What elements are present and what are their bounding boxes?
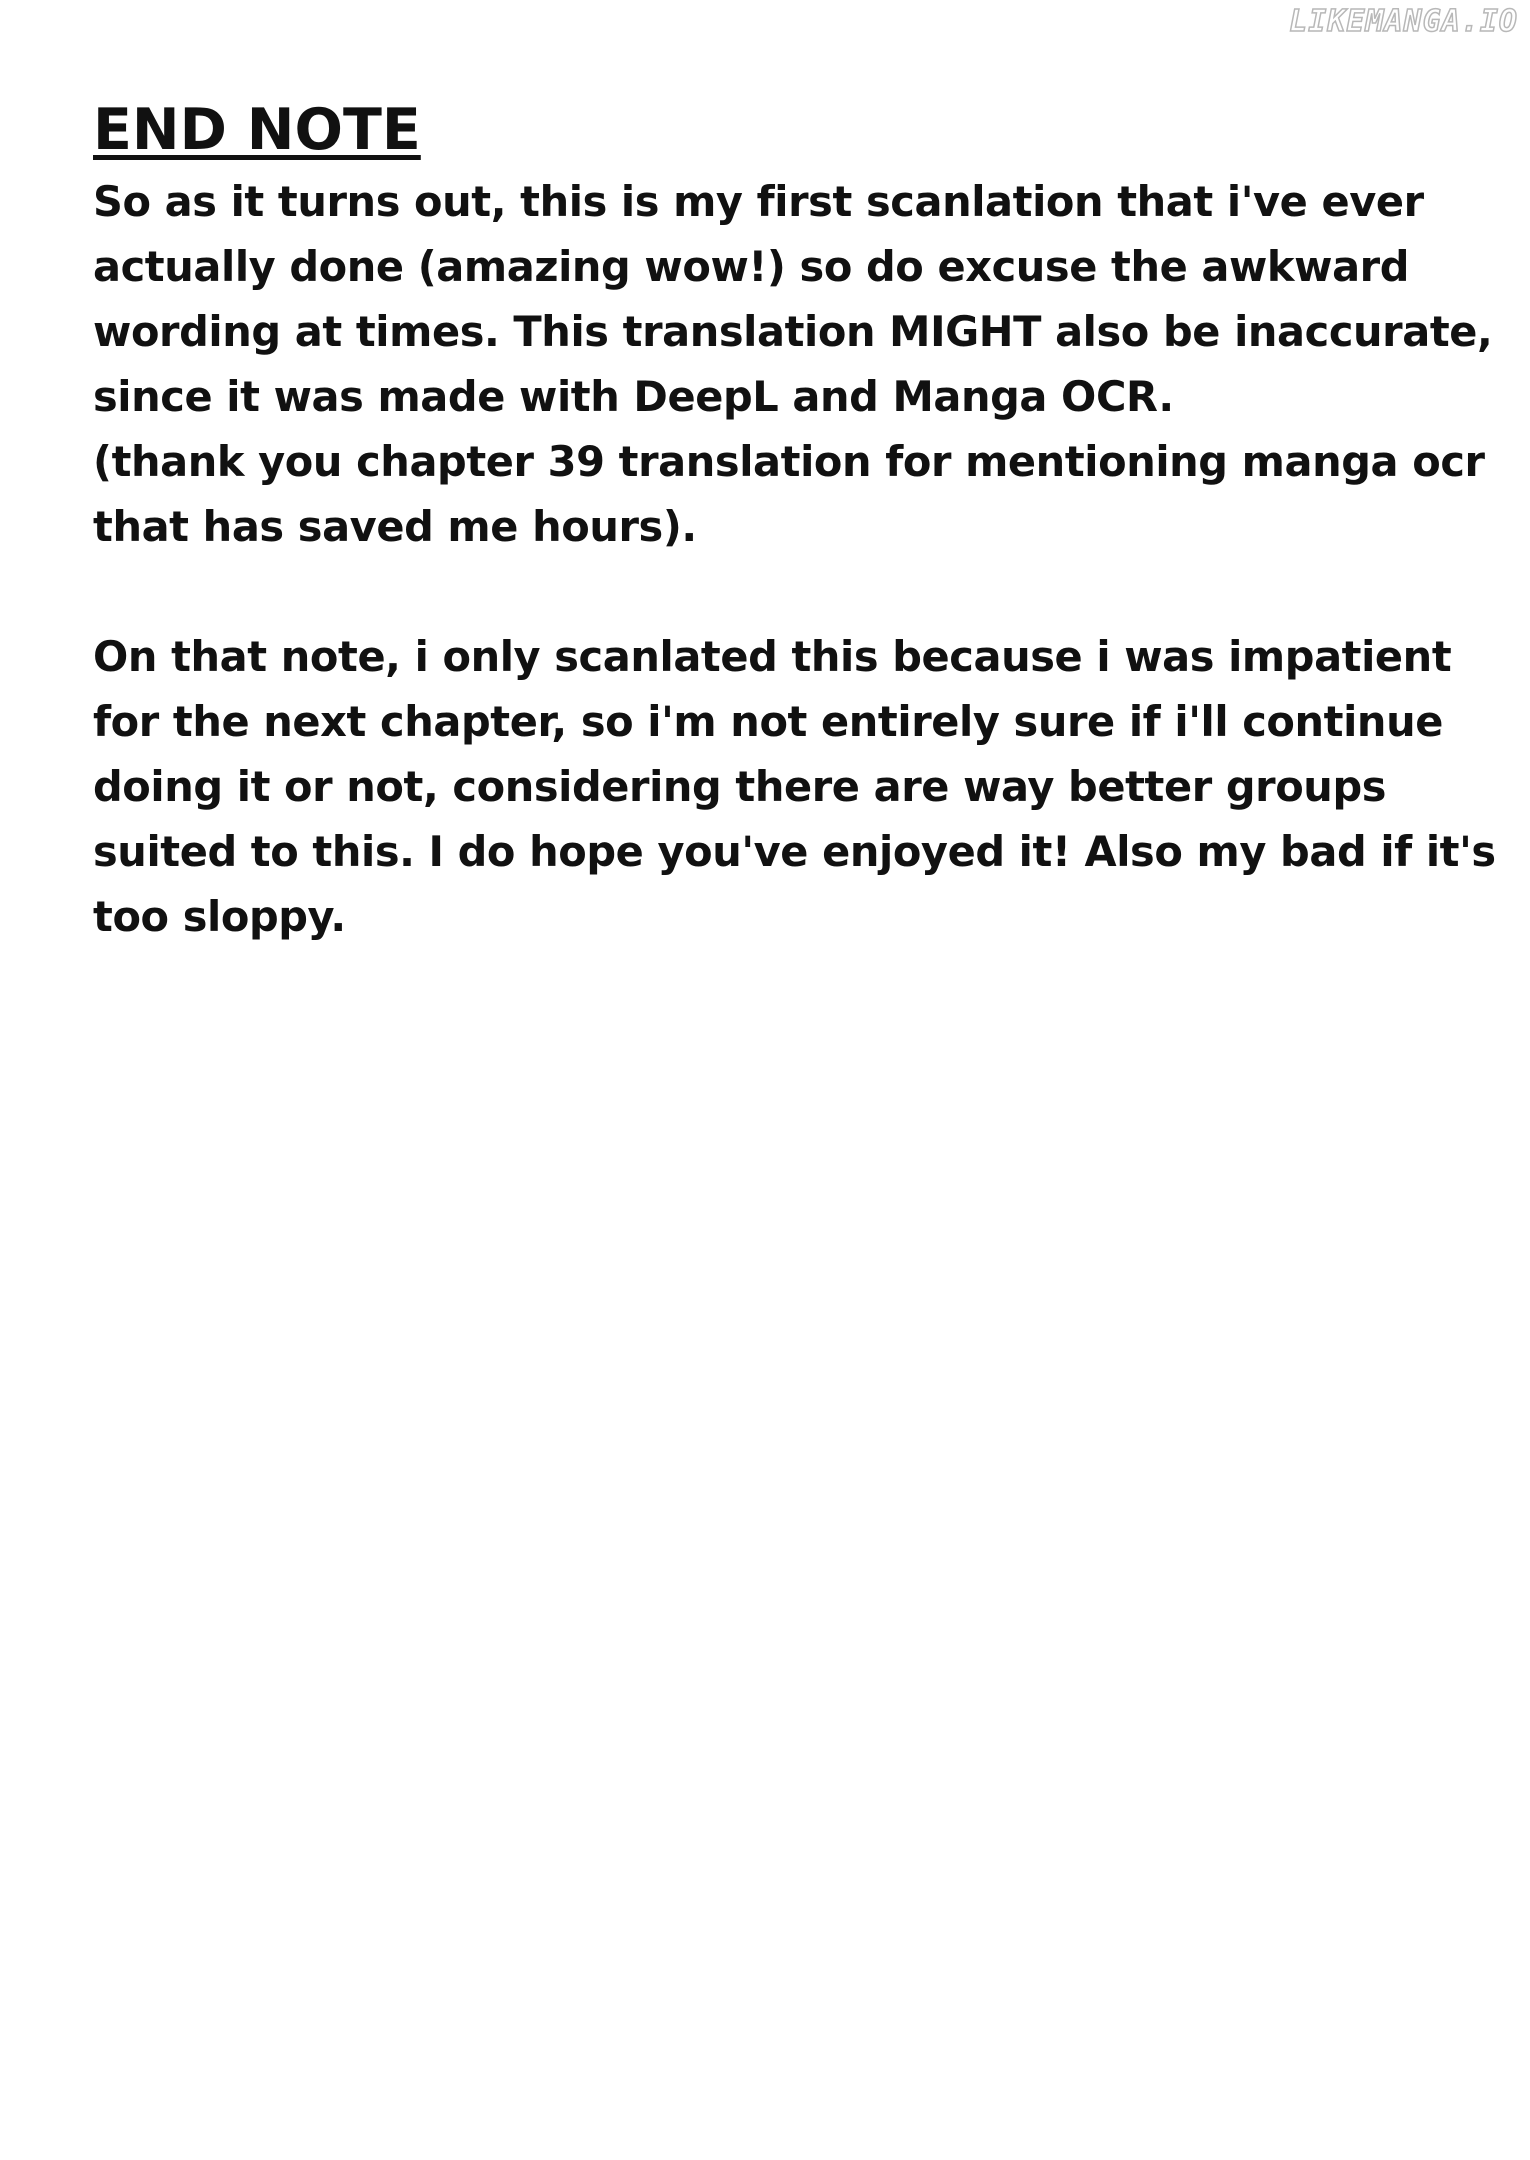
site-watermark: LIKEMANGA.IO [1289, 4, 1518, 39]
note-line: too sloppy. [93, 892, 346, 941]
note-line: since it was made with DeepL and Manga OCR. [93, 372, 1174, 421]
note-line: for the next chapter, so i'm not entirely sure if i'll continue [93, 697, 1443, 746]
note-line: (thank you chapter 39 translation for mentioning manga ocr [93, 437, 1485, 486]
note-title: END NOTE [93, 97, 421, 163]
note-line: On that note, i only scanlated this because i was impatient [93, 632, 1452, 681]
end-note [93, 95, 1513, 949]
note-line: doing it or not, considering there are way better groups [93, 762, 1387, 811]
note-line: suited to this. I do hope you've enjoyed it! Also my bad if it's [93, 827, 1496, 876]
note-line: So as it turns out, this is my first scanlation that i've ever [93, 177, 1424, 226]
note-line: actually done (amazing wow!) so do excuse the awkward [93, 242, 1410, 291]
note-body [93, 169, 1513, 949]
paragraph-gap [93, 559, 1513, 624]
note-line: wording at times. This translation MIGHT also be inaccurate, [93, 307, 1493, 356]
note-line: that has saved me hours). [93, 502, 697, 551]
